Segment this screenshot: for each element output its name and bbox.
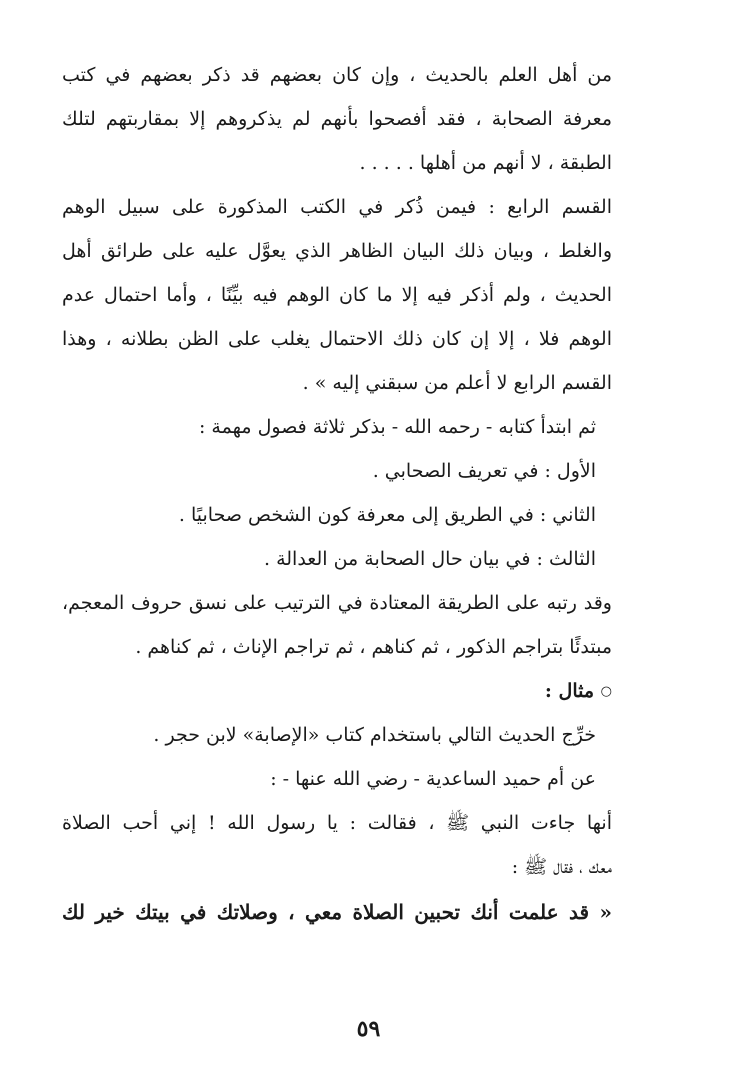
text-line: القسم الرابع لا أعلم من سبقني إليه » .	[302, 372, 612, 394]
text-line: الوهم فلا ، إلا إن كان ذلك الاحتمال يغلب على الظن بطلانه ، وهذا	[62, 328, 612, 350]
hadith-quote-line: « قد علمت أنك تحبين الصلاة معي ، وصلاتك في بيتك خير لك	[62, 900, 612, 924]
text-line: الطبقة ، لا أنهم من أهلها . . . . .	[359, 152, 612, 174]
page-body	[62, 64, 612, 944]
narrator-line: عن أم حميد الساعدية - رضي الله عنها - :	[270, 768, 596, 790]
hadith-line: معك ، فقال ﷺ :	[511, 856, 612, 878]
example-label: مثال :	[544, 680, 595, 702]
text-line: من أهل العلم بالحديث ، وإن كان بعضهم قد ذكر بعضهم في كتب	[62, 64, 612, 86]
exercise-line: خرِّج الحديث التالي باستخدام كتاب «الإصابة» لابن حجر .	[153, 724, 596, 746]
page-number: ٥٩	[356, 1016, 381, 1042]
chapter-item-second: الثاني : في الطريق إلى معرفة كون الشخص صحابيًا .	[178, 504, 596, 526]
chapter-item-first: الأول : في تعريف الصحابي .	[372, 460, 596, 482]
circle-bullet-icon: ○	[600, 683, 612, 699]
text-line: معرفة الصحابة ، فقد أفصحوا بأنهم لم يذكروهم إلا بمقاربتهم لتلك	[62, 108, 612, 130]
text-line: والغلط ، وبيان ذلك البيان الظاهر الذي يعوَّل عليه على طرائق أهل	[62, 240, 612, 262]
example-heading	[62, 680, 612, 704]
text-line: وقد رتبه على الطريقة المعتادة في الترتيب على نسق حروف المعجم،	[62, 592, 612, 614]
text-line: الحديث ، ولم أذكر فيه إلا ما كان الوهم فيه بيِّنًا ، وأما احتمال عدم	[62, 284, 612, 306]
hadith-line: أنها جاءت النبي ﷺ ، فقالت : يا رسول الله ! إني أحب الصلاة	[62, 812, 612, 834]
chapter-item-third: الثالث : في بيان حال الصحابة من العدالة .	[264, 548, 596, 570]
text-line: مبتدئًا بتراجم الذكور ، ثم كناهم ، ثم تراجم الإناث ، ثم كناهم .	[135, 636, 612, 658]
section-heading-line: القسم الرابع : فيمن ذُكر في الكتب المذكورة على سبيل الوهم	[62, 196, 612, 218]
text-line: ثم ابتدأ كتابه - رحمه الله - بذكر ثلاثة فصول مهمة :	[198, 416, 596, 438]
